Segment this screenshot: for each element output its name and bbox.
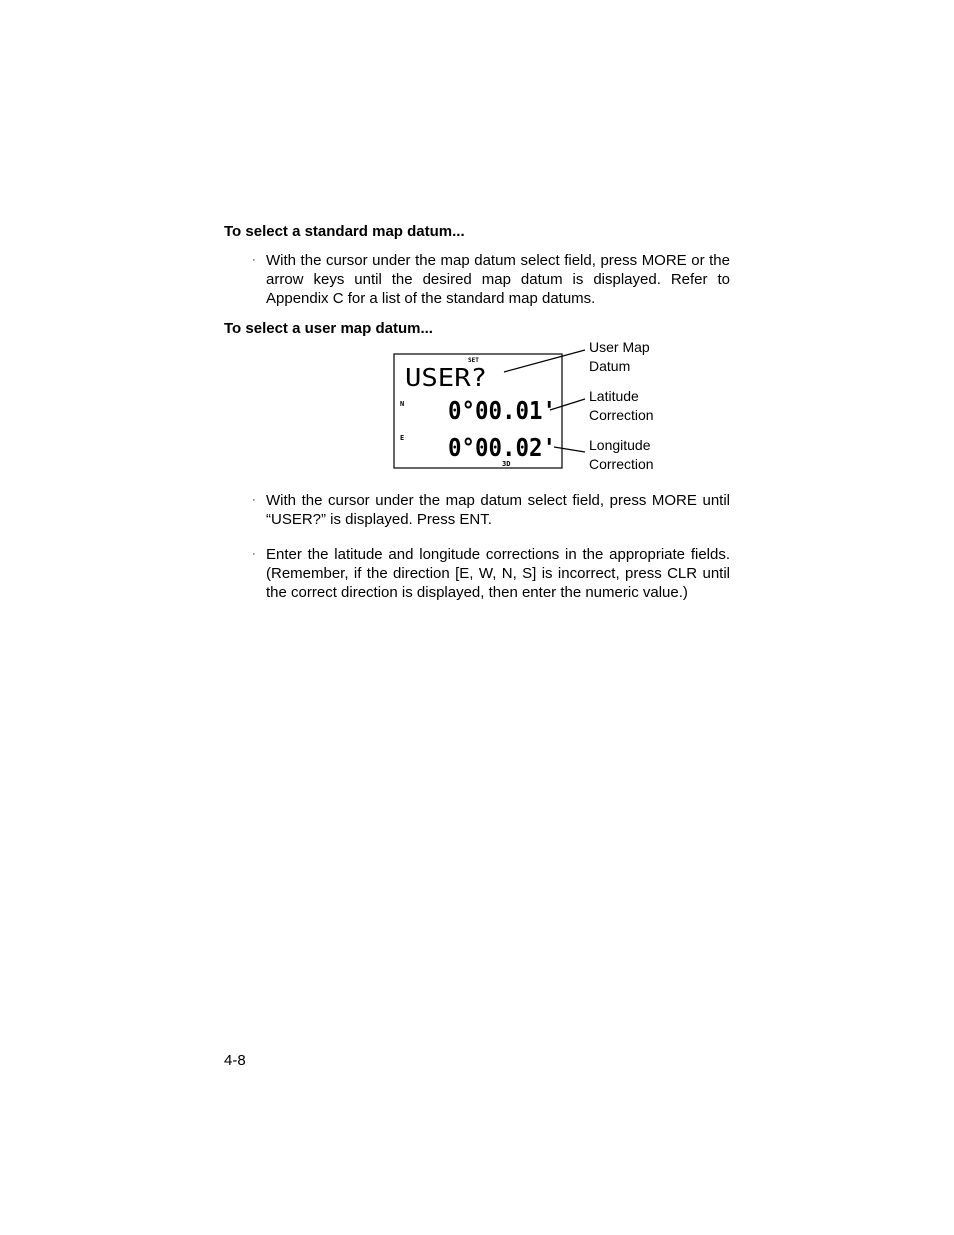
- paragraph-user-datum-step2: [266, 545, 730, 602]
- paragraph-line: arrow keys until the desired map datum is displayed. Refer to: [266, 271, 730, 288]
- gps-display-illustration: [380, 336, 600, 476]
- paragraph-line: Enter the latitude and longitude corrections in the appropriate fields.: [266, 546, 730, 563]
- paragraph-standard-datum: [266, 251, 730, 308]
- paragraph-line: “USER?” is displayed. Press ENT.: [266, 511, 492, 528]
- bullet-marker: ·: [252, 548, 256, 560]
- callout-line: Correction: [589, 407, 654, 423]
- paragraph-line: With the cursor under the map datum select field, press MORE until: [266, 492, 730, 509]
- paragraph-line: the correct direction is displayed, then enter the numeric value.): [266, 584, 688, 601]
- set-indicator: SET: [468, 357, 479, 364]
- paragraph-line: With the cursor under the map datum select field, press MORE or the: [266, 252, 730, 269]
- paragraph-user-datum-step1: [266, 491, 730, 529]
- section-heading-standard-datum: To select a standard map datum...: [224, 223, 465, 240]
- north-indicator: N: [400, 400, 405, 408]
- callout-latitude-correction: [589, 387, 654, 425]
- callout-line: Correction: [589, 456, 654, 472]
- section-heading-user-datum: To select a user map datum...: [224, 320, 433, 337]
- paragraph-line: (Remember, if the direction [E, W, N, S] is incorrect, press CLR until: [266, 565, 730, 582]
- page-number: 4-8: [224, 1052, 246, 1069]
- callout-longitude-correction: [589, 436, 654, 474]
- bullet-marker: ·: [252, 494, 256, 506]
- bullet-marker: ·: [252, 254, 256, 266]
- longitude-value: 0°00.02': [448, 433, 556, 462]
- fix-indicator: 3D: [502, 460, 511, 468]
- east-indicator: E: [400, 434, 405, 442]
- callout-line: Datum: [589, 358, 631, 374]
- callout-line: Longitude: [589, 437, 651, 453]
- user-mode-text: USER?: [405, 363, 487, 392]
- latitude-value: 0°00.01': [448, 396, 556, 425]
- callout-line: Latitude: [589, 388, 639, 404]
- callout-line: User Map: [589, 339, 650, 355]
- callout-user-map-datum: [589, 338, 650, 376]
- paragraph-line: Appendix C for a list of the standard map datums.: [266, 290, 596, 307]
